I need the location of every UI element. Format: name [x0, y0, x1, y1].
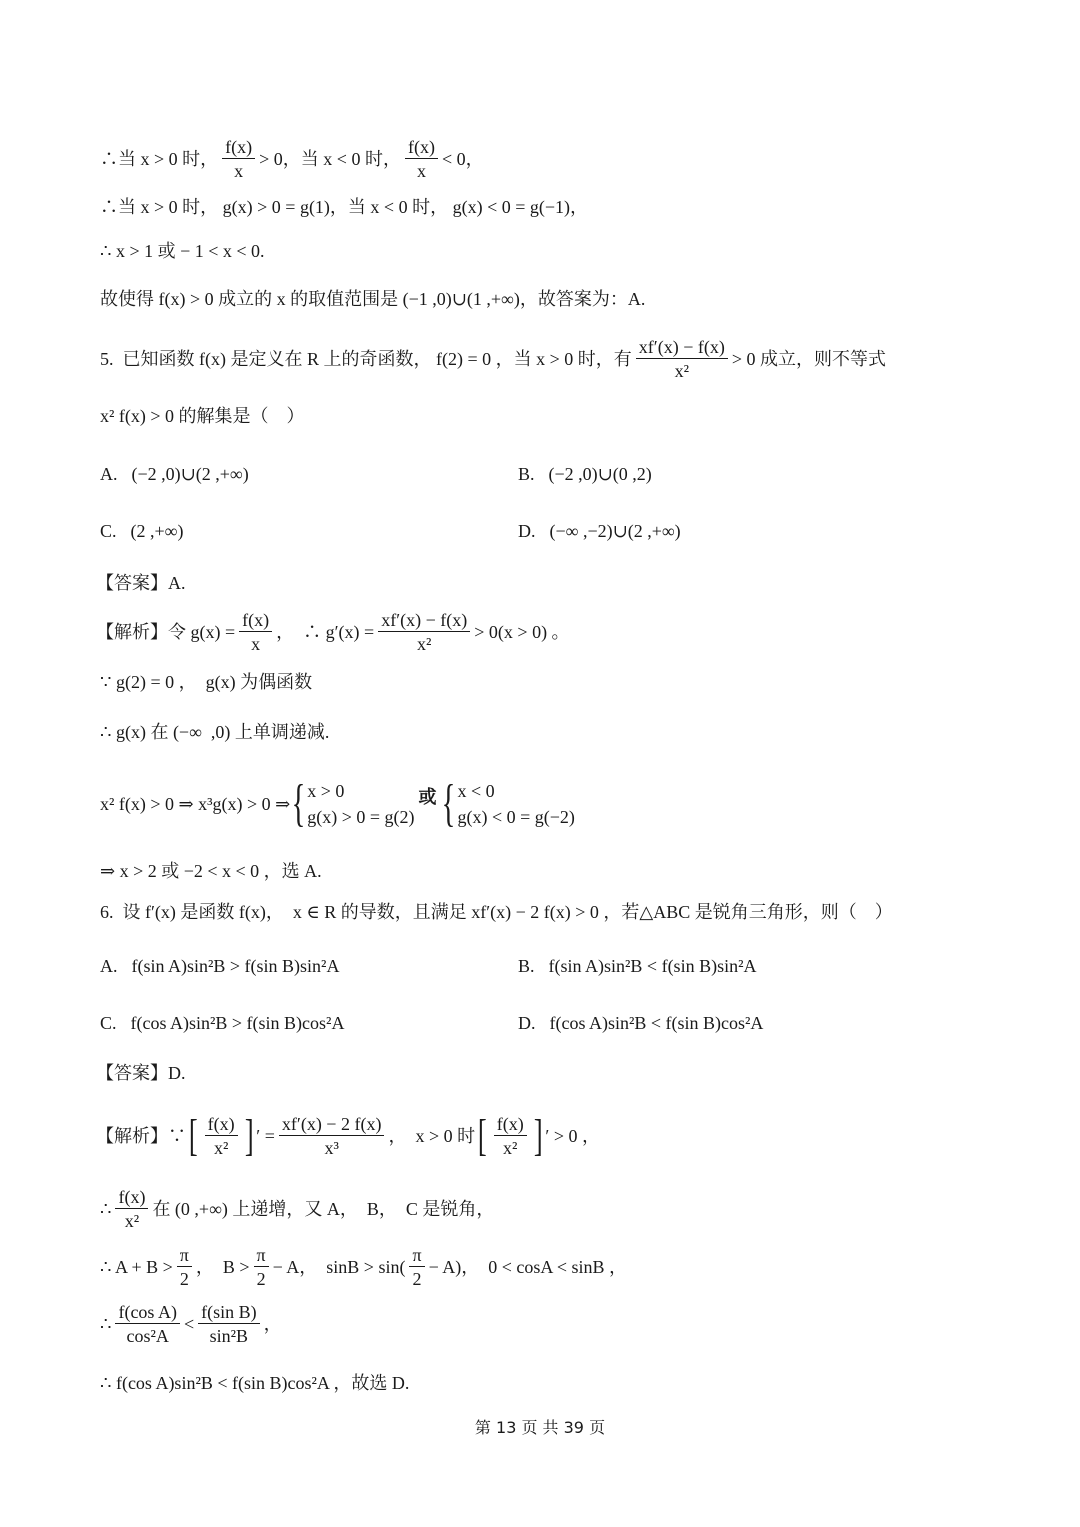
- fraction: [198, 1303, 260, 1345]
- text: 【解析】令 g(x) =: [96, 622, 236, 642]
- numerator: π: [412, 1245, 422, 1265]
- fraction: [222, 138, 255, 180]
- numerator: f(sin B): [201, 1302, 257, 1322]
- text: 或: [418, 787, 437, 807]
- solution-5-line-4: [100, 775, 575, 832]
- option-label: B.: [518, 956, 535, 976]
- answer-5: 【答案】A.: [96, 573, 186, 593]
- answer-6: 【答案】D.: [96, 1063, 186, 1083]
- brace-icon: {: [442, 775, 456, 832]
- option-b: [518, 956, 756, 977]
- case-row: x < 0: [457, 781, 495, 801]
- option-label: C.: [100, 1013, 117, 1033]
- solution-6-line-2: [100, 1188, 494, 1230]
- bracket-icon: [: [478, 1111, 487, 1160]
- numerator: xf′(x) − f(x): [638, 337, 725, 357]
- page-number-footer: 第 13 页 共 39 页: [474, 1418, 606, 1437]
- brace-icon: {: [291, 775, 306, 832]
- denominator: x²: [378, 631, 470, 653]
- option-c: [100, 521, 184, 542]
- numerator: π: [256, 1245, 266, 1265]
- case-row: x > 0: [307, 781, 345, 801]
- fraction: [115, 1303, 179, 1345]
- denominator: x³: [279, 1135, 385, 1157]
- fraction: [115, 1188, 148, 1230]
- numerator: f(x): [242, 610, 270, 630]
- text: ， x > 0 时: [388, 1126, 476, 1146]
- denominator: x²: [115, 1208, 148, 1230]
- text: < 0，: [441, 149, 484, 169]
- fraction: [279, 1115, 385, 1157]
- denominator: sin²B: [198, 1323, 260, 1345]
- option-d: [518, 521, 681, 542]
- cases: [290, 775, 415, 832]
- denominator: x²: [494, 1135, 527, 1157]
- text: x² f(x) > 0 ⇒ x³g(x) > 0 ⇒: [100, 794, 291, 814]
- numerator: f(x): [207, 1114, 235, 1134]
- option-label: B.: [518, 464, 535, 484]
- fraction: [636, 338, 728, 380]
- option-text: f(cos A)sin²B > f(sin B)cos²A: [130, 1013, 345, 1033]
- solution-5-line-2: ∵ g(2) = 0 ， g(x) 为偶函数: [100, 672, 313, 692]
- solution-5-line-1: [96, 611, 570, 653]
- option-text: (2 ,+∞): [130, 521, 184, 541]
- text: > 0，当 x < 0 时，: [259, 149, 401, 169]
- numerator: f(cos A): [118, 1302, 177, 1322]
- solution-6-line-5: ∴ f(cos A)sin²B < f(sin B)cos²A ，故选 D.: [100, 1373, 410, 1393]
- fraction: [494, 1115, 527, 1157]
- option-c: [100, 1013, 344, 1034]
- text: <: [183, 1314, 195, 1334]
- fraction: [177, 1246, 192, 1288]
- option-text: (−2 ,0)∪(2 ,+∞): [131, 464, 249, 484]
- denominator: cos²A: [115, 1323, 179, 1345]
- bracket-icon: ]: [533, 1111, 543, 1160]
- text: 【解析】∵: [96, 1126, 186, 1146]
- text: 5. 已知函数 f(x) 是定义在 R 上的奇函数， f(2) = 0 ，当 x > 0 时，有: [100, 349, 632, 369]
- text: ， B >: [195, 1257, 250, 1277]
- case-row: g(x) < 0 = g(−2): [457, 807, 575, 827]
- denominator: x: [405, 158, 438, 180]
- text: − A)， 0 < cosA < sinB ，: [428, 1257, 628, 1277]
- option-text: f(sin A)sin²B < f(sin B)sin²A: [548, 956, 757, 976]
- option-label: D.: [518, 521, 536, 541]
- denominator: x: [222, 158, 255, 180]
- question-5-stem-cont: x² f(x) > 0 的解集是（ ）: [100, 406, 305, 426]
- line-1: [100, 138, 484, 180]
- option-d: [518, 1013, 763, 1034]
- fraction: [239, 611, 272, 653]
- text: > 0 成立，则不等式: [731, 349, 886, 369]
- denominator: 2: [177, 1266, 192, 1288]
- fraction: [254, 1246, 269, 1288]
- fraction: [409, 1246, 424, 1288]
- numerator: π: [179, 1245, 189, 1265]
- option-label: A.: [100, 464, 118, 484]
- case-row: g(x) > 0 = g(2): [307, 807, 415, 827]
- numerator: f(x): [225, 137, 253, 157]
- bracket-icon: ]: [244, 1111, 254, 1160]
- option-text: f(cos A)sin²B < f(sin B)cos²A: [549, 1013, 764, 1033]
- solution-6-line-1: [96, 1111, 600, 1160]
- option-a: [100, 464, 249, 485]
- text: ，: [263, 1314, 282, 1334]
- numerator: f(x): [407, 137, 435, 157]
- denominator: x²: [205, 1135, 238, 1157]
- text: > 0(x > 0) 。: [474, 622, 570, 642]
- numerator: xf′(x) − f(x): [381, 610, 468, 630]
- option-text: (−∞ ,−2)∪(2 ,+∞): [549, 521, 681, 541]
- solution-5-line-3: ∴ g(x) 在 (−∞ ,0) 上单调递减.: [100, 722, 330, 742]
- denominator: x: [239, 631, 272, 653]
- text: ∴当 x > 0 时，: [100, 149, 219, 169]
- denominator: x²: [636, 358, 728, 380]
- option-text: f(sin A)sin²B > f(sin B)sin²A: [131, 956, 340, 976]
- solution-6-line-3: [100, 1246, 627, 1288]
- option-b: [518, 464, 652, 485]
- question-5-stem: [100, 338, 886, 380]
- fraction: [405, 138, 438, 180]
- denominator: 2: [254, 1266, 269, 1288]
- text: ∴ A + B >: [100, 1257, 173, 1277]
- line-3: ∴ x > 1 或 − 1 < x < 0.: [100, 241, 265, 261]
- line-4: 故使得 f(x) > 0 成立的 x 的取值范围是 (−1 ,0)∪(1 ,+∞)，故答案为：A.: [100, 289, 646, 309]
- option-label: D.: [518, 1013, 536, 1033]
- numerator: xf′(x) − 2 f(x): [281, 1114, 382, 1134]
- numerator: f(x): [118, 1187, 146, 1207]
- option-label: C.: [100, 521, 117, 541]
- solution-5-line-5: ⇒ x > 2 或 −2 < x < 0 ，选 A.: [100, 861, 322, 881]
- text: ′ > 0 ，: [545, 1126, 600, 1146]
- numerator: f(x): [496, 1114, 524, 1134]
- question-6-stem: 6. 设 f′(x) 是函数 f(x)， x ∈ R 的导数，且满足 xf′(x) − 2 f(x) > 0 ，若△ABC 是锐角三角形，则（ ）: [100, 902, 893, 922]
- text: 在 (0 ,+∞) 上递增，又 A， B， C 是锐角，: [152, 1199, 495, 1219]
- bracket-icon: [: [188, 1111, 198, 1160]
- denominator: 2: [409, 1266, 424, 1288]
- cases: [440, 775, 575, 832]
- text: ∴: [100, 1199, 112, 1219]
- option-text: (−2 ,0)∪(0 ,2): [548, 464, 652, 484]
- text: − A， sinB > sin(: [272, 1257, 406, 1277]
- solution-6-line-4: [100, 1303, 282, 1345]
- option-label: A.: [100, 956, 118, 976]
- fraction: [205, 1115, 238, 1157]
- text: ′ =: [256, 1126, 275, 1146]
- option-a: [100, 956, 339, 977]
- fraction: [378, 611, 470, 653]
- text: ， ∴ g′(x) =: [276, 622, 375, 642]
- line-2: ∴当 x > 0 时， g(x) > 0 = g(1)，当 x < 0 时， g(x) < 0 = g(−1)，: [100, 197, 589, 217]
- text: ∴: [100, 1314, 112, 1334]
